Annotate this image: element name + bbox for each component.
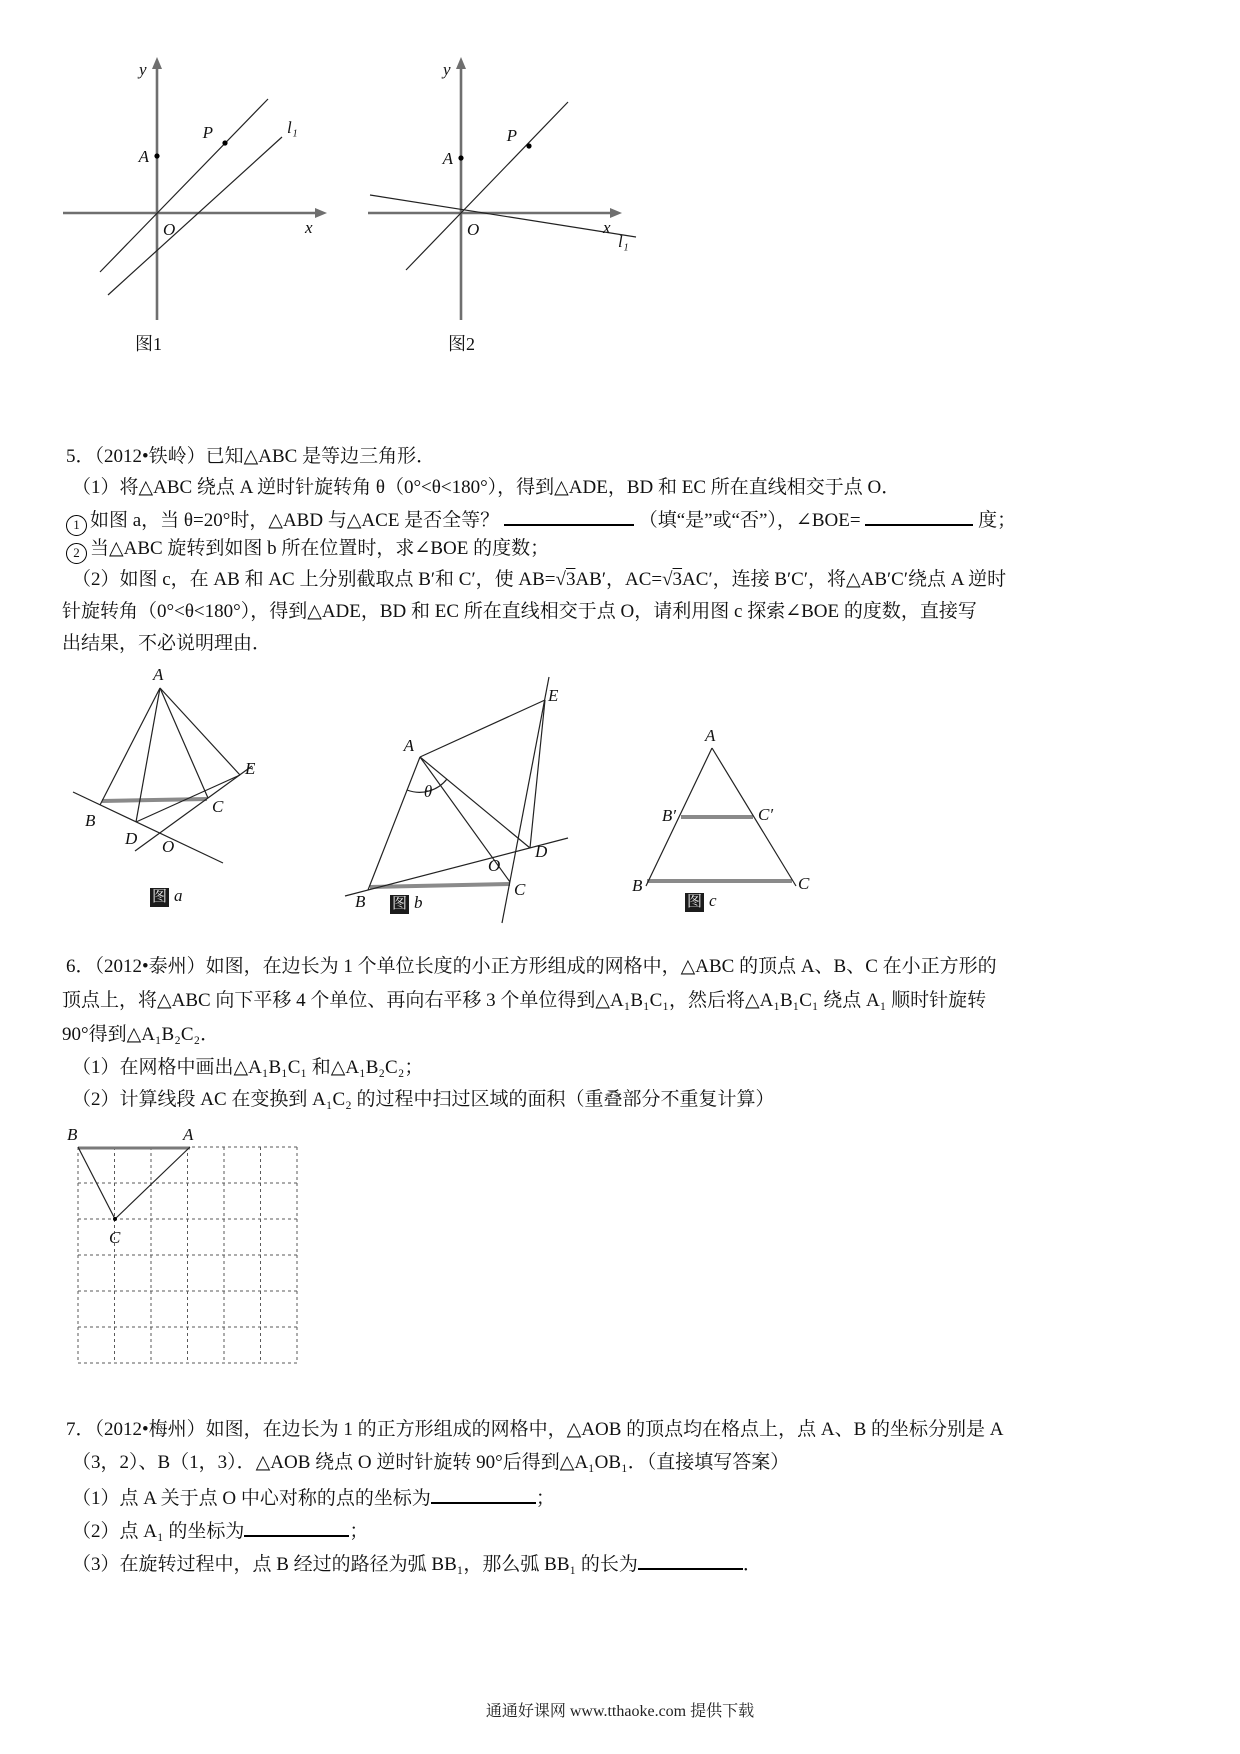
p6-title-text: 6．（2012•泰州）如图，在边长为 1 个单位长度的小正方形组成的网格中，△ABC 的顶点 A、B、C 在小正方形的 (66, 956, 997, 977)
point-c-dot (113, 1217, 117, 1221)
label-c: C (109, 1228, 121, 1247)
label-o: O (467, 220, 480, 239)
label-o: O (162, 837, 175, 856)
point-a-dot (458, 155, 463, 160)
radicand: 3 (672, 569, 683, 590)
p7-line2-text: （3，2）、B（1，3）．△AOB 绕点 O 逆时针旋转 90°后得到△A₁OB₁．（直接填写答案） (72, 1452, 790, 1473)
figure-c-caption (685, 891, 717, 912)
line-l1 (108, 137, 282, 295)
p5-sub1-fill-hint: （填“是”或“否”），∠BOE= (638, 510, 861, 531)
label-c-prime: C′ (758, 805, 774, 824)
x-arrow-icon (315, 208, 327, 218)
label-a: A (403, 736, 414, 755)
edge-de (530, 700, 545, 848)
circled-2: 2 (66, 543, 87, 564)
p5-title (66, 444, 435, 470)
edge-ab (100, 688, 160, 805)
label-x: x (603, 218, 611, 237)
p7-title-text: 7．（2012•梅州）如图，在边长为 1 的正方形组成的网格中，△AOB 的顶点均在格点上，点 A、B 的坐标分别是 A (66, 1419, 1004, 1440)
figure-c (630, 725, 820, 900)
label-e: E (245, 759, 256, 778)
p7-part2-text: （2）点 A₁ 的坐标为 (72, 1521, 245, 1542)
line-l1 (370, 195, 636, 237)
radicand: 3 (565, 569, 576, 590)
footer-watermark: 通通好课网 www.tthaoke.com 提供下载 (485, 1703, 755, 1720)
figure-b-letter: b (414, 893, 423, 912)
x-arrow-icon (610, 208, 622, 218)
answer-blank (638, 1549, 743, 1570)
grid-lines (78, 1147, 297, 1363)
line-ec-extended (502, 677, 549, 923)
p5-part1-text: （1）将△ABC 绕点 A 逆时针旋转角 θ（0°<θ<180°），得到△ADE，BD 和 EC 所在直线相交于点 O． (72, 477, 901, 498)
label-x: x (305, 218, 313, 237)
point-p-dot (526, 143, 531, 148)
answer-blank (431, 1483, 536, 1504)
p7-part2-end: ； (349, 1521, 369, 1542)
figure-a (55, 660, 295, 910)
point-p-dot (222, 140, 227, 145)
p7-part3 (72, 1549, 762, 1578)
label-l1: l₁ (287, 118, 298, 137)
label-e: E (548, 686, 559, 705)
label-a: A (705, 726, 716, 745)
answer-blank (865, 505, 973, 526)
p5-part2-seg1: （2）如图 c，在 AB 和 AC 上分别截取点 B′和 C′，使 AB= (72, 569, 556, 590)
figure-a-caption (150, 886, 183, 907)
tu-box: 图 (687, 894, 703, 910)
line-through-p (100, 99, 268, 272)
p6-part1 (72, 1055, 423, 1081)
label-y: y (139, 60, 147, 79)
edge-ac (160, 688, 208, 798)
edge-ae (420, 700, 545, 757)
p5-part1 (72, 475, 900, 501)
label-a: A (442, 149, 453, 168)
p5-sub1 (66, 505, 1016, 536)
label-theta: θ (423, 782, 433, 801)
label-a: A (138, 147, 149, 166)
label-p: P (506, 126, 517, 145)
label-o: O (163, 220, 176, 239)
line-through-p (406, 102, 568, 270)
p7-part1-end: ； (535, 1488, 555, 1509)
p6-part2-text: （2）计算线段 AC 在变换到 A₁C₂ 的过程中扫过区域的面积（重叠部分不重复计算） (72, 1089, 775, 1110)
label-d: D (125, 829, 138, 848)
figure-coordinate-1 (55, 55, 355, 365)
p6-line2-text: 顶点上，将△ABC 向下平移 4 个单位、再向右平移 3 个单位得到△A₁B₁C₁，然后将△A₁B₁C₁ 绕点 A₁ 顺时针旋转 (62, 990, 987, 1011)
label-b: B (67, 1125, 78, 1144)
figure-b-caption (390, 893, 423, 914)
figure-grid (65, 1110, 315, 1375)
p6-title (66, 954, 997, 980)
p5-sub2-text: 当△ABC 旋转到如图 b 所在位置时，求∠BOE 的度数； (90, 538, 550, 559)
p5-part2-line1 (72, 567, 1006, 593)
p7-part3-text: （3）在旋转过程中，点 B 经过的路径为弧 BB₁，那么弧 BB₁ 的长为 (72, 1554, 638, 1575)
label-a: A (183, 1125, 194, 1144)
p5-part2-seg3: AC′，连接 B′C′，将△AB′C′绕点 A 逆时 (682, 569, 1007, 590)
label-b-prime: B′ (661, 806, 676, 825)
p5-part2-seg2: AB′，AC= (575, 569, 663, 590)
label-y: y (443, 60, 451, 79)
sqrt-sign: √ (662, 569, 673, 590)
p6-part1-text: （1）在网格中画出△A₁B₁C₁ 和△A₁B₂C₂； (72, 1057, 424, 1078)
p5-title-text: 5．（2012•铁岭）已知△ABC 是等边三角形． (66, 446, 436, 467)
label-c: C (798, 874, 810, 893)
segment-bc (102, 799, 207, 801)
sqrt-sign: √ (555, 569, 566, 590)
p7-line2 (72, 1450, 789, 1476)
tu-box: 图 (392, 896, 408, 912)
edge-ab (368, 757, 420, 890)
label-d: D (535, 842, 548, 861)
label-b: B (632, 876, 643, 895)
p6-line3-text: 90°得到△A₁B₂C₂． (62, 1024, 220, 1045)
label-b: B (355, 892, 366, 911)
label-b: B (85, 811, 96, 830)
answer-blank (244, 1516, 349, 1537)
y-arrow-icon (456, 57, 466, 69)
p5-sub1-question: 如图 a，当 θ=20°时，△ABD 与△ACE 是否全等？ (90, 510, 500, 531)
p5-part2-line2 (62, 599, 977, 625)
p5-part2-line3 (62, 631, 271, 657)
p7-part2 (72, 1516, 368, 1545)
figure-a-letter: a (174, 886, 183, 905)
figure2-caption: 图2 (448, 334, 475, 354)
p7-part1 (72, 1483, 555, 1512)
p5-sub1-unit: 度； (978, 510, 1017, 531)
point-a-dot (154, 153, 159, 158)
figure-b (330, 665, 580, 910)
p5-sub2 (66, 536, 549, 564)
p6-line3 (62, 1022, 219, 1048)
label-p: P (202, 123, 213, 142)
p7-part3-end: ． (742, 1554, 762, 1575)
edge-ae (160, 688, 240, 775)
p7-part1-text: （1）点 A 关于点 O 中心对称的点的坐标为 (72, 1488, 431, 1509)
label-l1: l₁ (618, 232, 629, 251)
circled-1: 1 (66, 515, 87, 536)
p5-part2-line2-text: 针旋转角（0°<θ<180°），得到△ADE，BD 和 EC 所在直线相交于点 O，请利用图 c 探索∠BOE 的度数，直接写 (62, 601, 977, 622)
figure1-caption: 图1 (135, 334, 162, 354)
label-c: C (514, 880, 526, 899)
figure-coordinate-2 (360, 55, 660, 365)
label-c: C (212, 797, 224, 816)
answer-blank (504, 505, 634, 526)
p7-title (66, 1417, 1004, 1443)
figure-c-letter: c (709, 891, 717, 910)
line-bd-extended (73, 792, 223, 863)
label-a: A (153, 665, 164, 684)
line-ec-extended (135, 766, 252, 851)
tu-box: 图 (152, 889, 168, 905)
y-arrow-icon (152, 57, 162, 69)
label-o: O (488, 856, 501, 875)
p5-part2-line3-text: 出结果，不必说明理由． (62, 633, 272, 654)
p6-line2 (62, 988, 986, 1014)
